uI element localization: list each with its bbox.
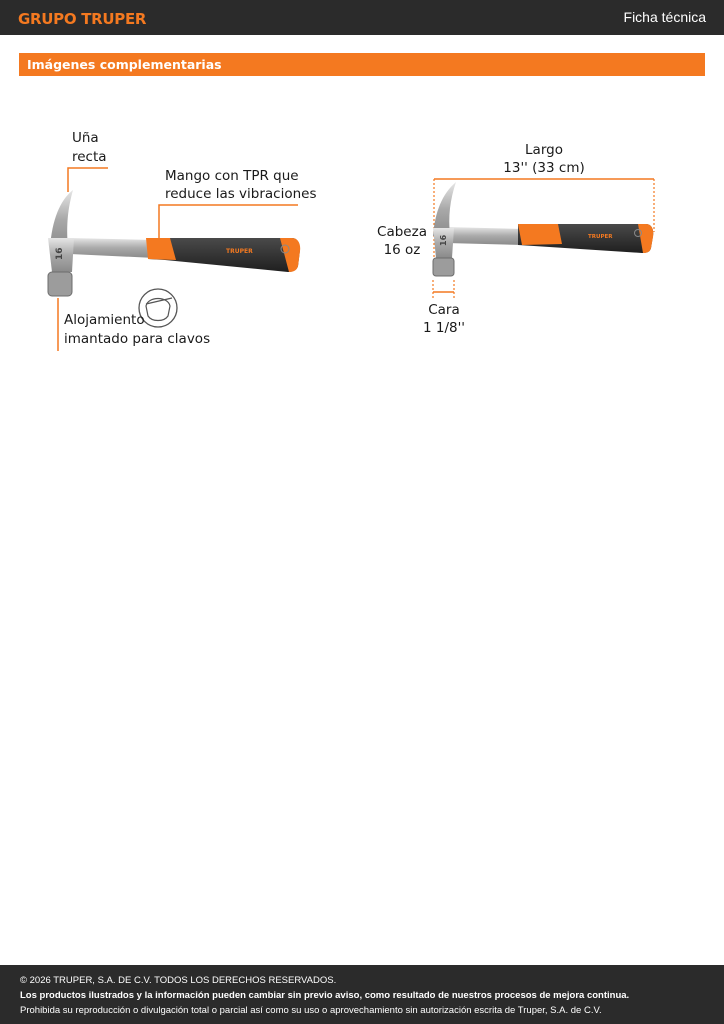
magnet-label-line1: Alojamiento	[64, 312, 145, 328]
hammer-face	[433, 258, 454, 276]
handle-brand-mark: TRUPER	[588, 234, 613, 240]
page-footer	[0, 965, 724, 1024]
magnet-detail-icon	[139, 289, 177, 327]
hammer-shaft	[70, 238, 155, 258]
section-title: Imágenes complementarias	[27, 57, 222, 72]
head-label: Cabeza	[377, 224, 427, 240]
top-header-bar	[0, 0, 724, 35]
brand-logo: GRUPO TRUPER	[18, 10, 147, 28]
handle-label-line1: Mango con TPR que	[165, 168, 299, 184]
section-header	[19, 53, 705, 76]
hammer-dimensions-illustration	[376, 132, 676, 342]
handle-brand-mark: TRUPER	[226, 248, 253, 255]
face-label: Cara	[428, 302, 460, 318]
magnet-label-line2: imantado para clavos	[64, 331, 211, 347]
claw-label-line1: Uña	[72, 130, 99, 146]
length-value: 13'' (33 cm)	[503, 160, 585, 176]
footer-prohibition: Prohibida su reproducción o divulgación total o parcial así como su uso o aprovechamiento sin autorización escrita de Truper, S.A. de C.V.	[20, 1005, 602, 1016]
length-label: Largo	[525, 142, 563, 158]
hammer-shaft	[446, 227, 524, 245]
handle-callout-line	[159, 205, 298, 238]
claw-label-line2: recta	[72, 149, 107, 165]
hammer-features-illustration	[30, 120, 330, 360]
document-type: Ficha técnica	[623, 9, 706, 25]
footer-copyright: © 2026 TRUPER, S.A. DE C.V. TODOS LOS DERECHOS RESERVADOS.	[20, 975, 337, 986]
claw-callout-line	[68, 168, 108, 192]
hammer-face	[48, 272, 72, 296]
grip-orange-collar	[518, 224, 562, 245]
face-value: 1 1/8''	[422, 320, 466, 336]
hammer-dimensions-figure	[376, 132, 676, 342]
handle-label-line2: reduce las vibraciones	[165, 186, 317, 202]
hammer-features-figure	[30, 120, 330, 360]
footer-notice: Los productos ilustrados y la información pueden cambiar sin previo aviso, como resultado de nuestros procesos de mejora continua.	[20, 990, 630, 1001]
head-value: 16 oz	[383, 242, 421, 258]
head-weight-mark: 16	[55, 247, 65, 260]
head-weight-mark: 16	[439, 234, 448, 246]
